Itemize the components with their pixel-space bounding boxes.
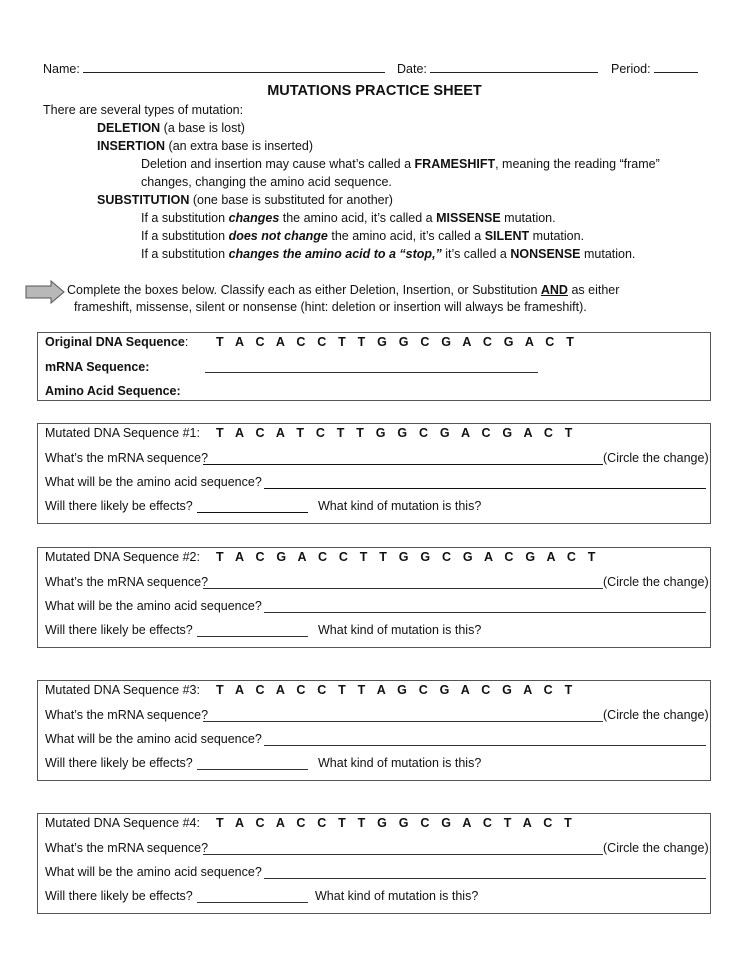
substitution-desc: (one base is substituted for another) [189,193,393,207]
silent-mid: the amino acid, it’s called a [327,229,485,243]
mutation-box-4 [37,813,711,914]
amino-acid-label: Amino Acid Sequence: [45,384,181,398]
mrna-answer-line[interactable] [203,854,603,855]
mrna-answer-line[interactable] [203,588,603,589]
amino-question: What will be the amino acid sequence? [45,599,262,613]
page-title: MUTATIONS PRACTICE SHEET [267,83,482,99]
deletion-term: DELETION [97,121,161,135]
kind-question: What kind of mutation is this? [318,623,482,637]
kind-question: What kind of mutation is this? [318,499,482,513]
silent-post: mutation. [529,229,585,243]
instructions-pre: Complete the boxes below. Classify each as either Deletion, Insertion, or Substitution [67,283,541,297]
amino-answer-line[interactable] [264,745,706,746]
mutation-sequence: T A C A T C T T G G C G A C G A C T [216,426,577,440]
insertion-term: INSERTION [97,139,166,153]
mutation-label: Mutated DNA Sequence #3: [45,683,200,697]
period-label: Period: [611,62,651,76]
mutation-box-2 [37,547,711,648]
mutation-label: Mutated DNA Sequence #4: [45,816,200,830]
period-blank[interactable] [654,71,698,73]
missense-term: MISSENSE [436,211,501,225]
amino-answer-line[interactable] [264,878,706,879]
effects-answer-line[interactable] [197,902,308,903]
frameshift-pre: Deletion and insertion may cause what’s called a [141,157,415,171]
nonsense-em: changes the amino acid to a “stop,” [228,247,442,261]
intro-lead: There are several types of mutation: [43,103,244,117]
original-sequence-box [37,332,711,401]
effects-question: Will there likely be effects? [45,756,193,770]
date-field[interactable] [397,62,598,76]
missense-post: mutation. [500,211,556,225]
amino-answer-line[interactable] [264,488,706,489]
mrna-answer-line[interactable] [205,372,538,373]
mrna-question: What’s the mRNA sequence? [45,575,209,589]
instructions-post: as either [567,283,620,297]
nonsense-pre: If a substitution [141,247,229,261]
original-dna-row [45,335,188,349]
silent-term: SILENT [484,229,530,243]
silent-definition [141,229,584,243]
effects-question: Will there likely be effects? [45,889,193,903]
silent-pre: If a substitution [141,229,229,243]
instructions-line1 [67,283,619,297]
name-field[interactable] [43,62,385,76]
amino-question: What will be the amino acid sequence? [45,475,262,489]
missense-mid: the amino acid, it’s called a [279,211,437,225]
date-blank[interactable] [430,71,598,73]
frameshift-post: , meaning the reading “frame” [495,157,660,171]
nonsense-mid: it’s called a [441,247,511,261]
deletion-desc: (a base is lost) [160,121,245,135]
mrna-answer-line[interactable] [203,721,603,722]
nonsense-term: NONSENSE [510,247,581,261]
mutation-label: Mutated DNA Sequence #1: [45,426,200,440]
original-dna-sequence: T A C A C C T T G G C G A C G A C T [216,335,579,349]
circle-change-note: (Circle the change) [603,575,709,589]
circle-change-note: (Circle the change) [603,451,709,465]
insertion-definition [97,139,313,153]
nonsense-post: mutation. [580,247,636,261]
original-dna-label: Original DNA Sequence [45,335,185,349]
substitution-term: SUBSTITUTION [97,193,190,207]
effects-answer-line[interactable] [197,512,308,513]
mutation-label: Mutated DNA Sequence #2: [45,550,200,564]
mutation-box-1 [37,423,711,524]
amino-answer-line[interactable] [264,612,706,613]
deletion-definition [97,121,245,135]
frameshift-definition [141,157,660,171]
missense-em: changes [228,211,280,225]
mrna-answer-line[interactable] [203,464,603,465]
mutation-sequence: T A C G A C C T T G G C G A C G A C T [216,550,600,564]
effects-question: Will there likely be effects? [45,623,193,637]
effects-answer-line[interactable] [197,769,308,770]
right-arrow-icon [25,280,65,304]
kind-question: What kind of mutation is this? [318,756,482,770]
instructions-line2: frameshift, missense, silent or nonsense (hint: deletion or insertion will always be frameshift). [74,300,587,314]
period-field[interactable] [611,62,698,76]
circle-change-note: (Circle the change) [603,708,709,722]
silent-em: does not change [228,229,328,243]
substitution-definition [97,193,393,207]
missense-definition [141,211,556,225]
mutation-sequence: T A C A C C T T G G C G A C T A C T [216,816,576,830]
mrna-label: mRNA Sequence: [45,360,150,374]
missense-pre: If a substitution [141,211,229,225]
amino-question: What will be the amino acid sequence? [45,732,262,746]
nonsense-definition [141,247,635,261]
name-blank[interactable] [83,71,385,73]
amino-question: What will be the amino acid sequence? [45,865,262,879]
date-label: Date: [397,62,427,76]
mutation-sequence: T A C A C C T T A G C G A C G A C T [216,683,577,697]
effects-question: Will there likely be effects? [45,499,193,513]
kind-question: What kind of mutation is this? [315,889,479,903]
original-dna-colon: : [184,335,189,349]
mrna-question: What’s the mRNA sequence? [45,841,209,855]
mrna-question: What’s the mRNA sequence? [45,708,209,722]
mutation-box-3 [37,680,711,781]
insertion-desc: (an extra base is inserted) [165,139,314,153]
name-label: Name: [43,62,80,76]
frameshift-definition-line2: changes, changing the amino acid sequence. [141,175,392,189]
effects-answer-line[interactable] [197,636,308,637]
circle-change-note: (Circle the change) [603,841,709,855]
frameshift-term: FRAMESHIFT [414,157,496,171]
mrna-question: What’s the mRNA sequence? [45,451,209,465]
instructions-and: AND [540,283,568,297]
